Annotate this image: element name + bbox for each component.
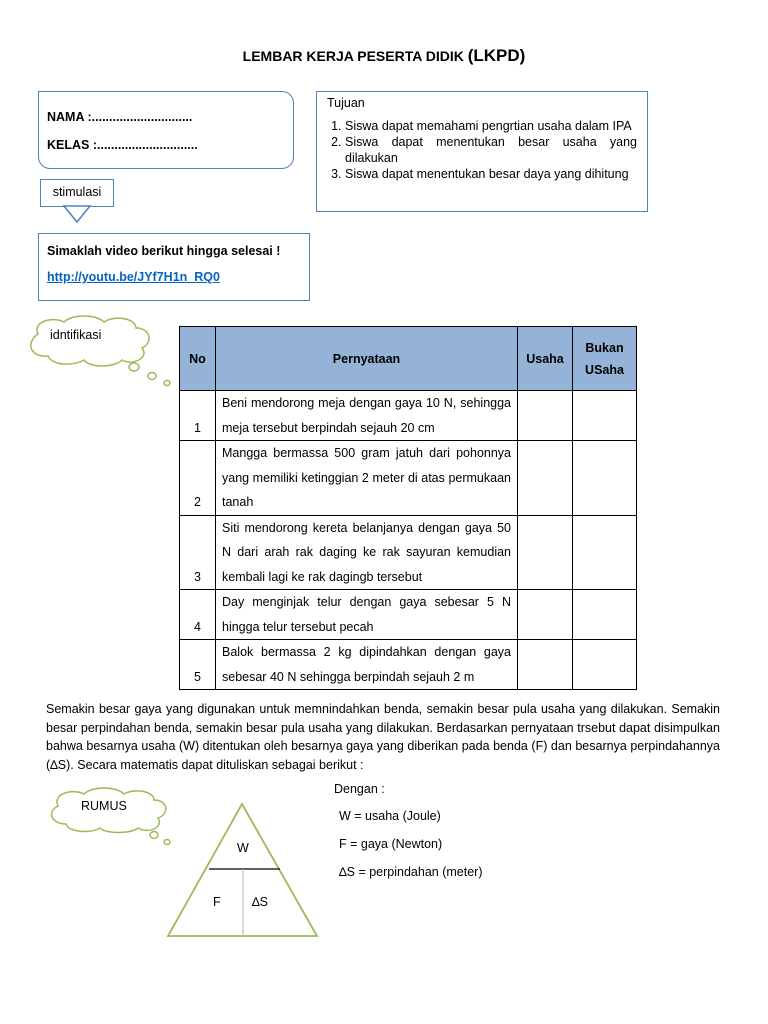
down-arrow-icon bbox=[60, 205, 94, 225]
tujuan-item: 1. Siswa dapat memahami pengrtian usaha dalam IPA bbox=[345, 118, 637, 134]
row-number: 5 bbox=[180, 640, 216, 690]
tujuan-box bbox=[316, 91, 648, 212]
table-row bbox=[180, 515, 637, 590]
triangle-top-label: W bbox=[237, 841, 249, 855]
row-number: 2 bbox=[180, 441, 216, 516]
definition-item: W = usaha (Joule) bbox=[339, 809, 441, 823]
usaha-cell[interactable] bbox=[518, 640, 573, 690]
row-statement: Siti mendorong kereta belanjanya dengan gaya 50 N dari arah rak daging ke rak sayuran kemudian kembali lagi ke rak dagingb tersebut bbox=[216, 515, 518, 590]
rumus-label: RUMUS bbox=[81, 799, 127, 813]
table-row bbox=[180, 441, 637, 516]
triangle-right-label: ∆S bbox=[252, 895, 268, 909]
title-main: (LKPD) bbox=[467, 46, 526, 65]
tujuan-item: 2. Siswa dapat menentukan besar usaha yang dilakukan bbox=[345, 134, 637, 166]
usaha-cell[interactable] bbox=[518, 590, 573, 640]
row-statement: Mangga bermassa 500 gram jatuh dari pohonnya yang memiliki ketinggian 2 meter di atas permukaan tanah bbox=[216, 441, 518, 516]
header-bukan-usaha: Bukan USaha bbox=[573, 327, 637, 391]
table-header-row bbox=[180, 327, 637, 391]
statement-table bbox=[179, 326, 637, 690]
table-row bbox=[180, 590, 637, 640]
video-link[interactable]: http://youtu.be/JYf7H1n_RQ0 bbox=[47, 270, 220, 284]
page-title bbox=[0, 46, 768, 66]
tujuan-item: 3. Siswa dapat menentukan besar daya yang dihitung bbox=[345, 166, 637, 182]
header-pernyataan: Pernyataan bbox=[216, 327, 518, 391]
stimulasi-label: stimulasi bbox=[40, 179, 114, 207]
tujuan-heading: Tujuan bbox=[327, 96, 365, 110]
tujuan-list bbox=[327, 118, 637, 182]
conclusion-paragraph: Semakin besar gaya yang digunakan untuk memnindahkan benda, semakin besar pula usaha yang dilakukan. Semakin besar perpindahan benda, semakin besar pula usaha yang dilakukan. Berdasarkan pernyataan trsebut dapat disimpulkan bahwa besarnya usaha (W) ditentukan oleh besarnya gaya yang diberikan pada benda (F) dan besarnya perpindahannya (∆S). Secara matematis dapat dituliskan sebagai berikut : bbox=[46, 702, 720, 772]
row-statement: Beni mendorong meja dengan gaya 10 N, sehingga meja tersebut berpindah sejauh 20 cm bbox=[216, 391, 518, 441]
row-statement: Balok bermassa 2 kg dipindahkan dengan gaya sebesar 40 N sehingga berpindah sejauh 2 m bbox=[216, 640, 518, 690]
row-number: 4 bbox=[180, 590, 216, 640]
dengan-heading: Dengan : bbox=[334, 782, 385, 796]
definition-item: F = gaya (Newton) bbox=[339, 837, 443, 851]
formula-triangle bbox=[166, 802, 320, 938]
bukan-usaha-cell[interactable] bbox=[573, 441, 637, 516]
usaha-cell[interactable] bbox=[518, 515, 573, 590]
bukan-usaha-cell[interactable] bbox=[573, 640, 637, 690]
thought-cloud-icon bbox=[44, 786, 184, 850]
table-row bbox=[180, 391, 637, 441]
kelas-field[interactable]: KELAS :............................. bbox=[47, 138, 198, 152]
bukan-usaha-cell[interactable] bbox=[573, 391, 637, 441]
table-row bbox=[180, 640, 637, 690]
bukan-usaha-cell[interactable] bbox=[573, 515, 637, 590]
thought-cloud-icon bbox=[18, 312, 178, 390]
row-statement: Day menginjak telur dengan gaya sebesar 5 N hingga telur tersebut pecah bbox=[216, 590, 518, 640]
triangle-left-label: F bbox=[213, 895, 221, 909]
identifikasi-label: idntifikasi bbox=[50, 328, 102, 342]
row-number: 3 bbox=[180, 515, 216, 590]
identity-box bbox=[38, 91, 294, 169]
row-number: 1 bbox=[180, 391, 216, 441]
definition-item: ∆S = perpindahan (meter) bbox=[339, 865, 483, 879]
header-usaha: Usaha bbox=[518, 327, 573, 391]
header-no: No bbox=[180, 327, 216, 391]
video-instruction: Simaklah video berikut hingga selesai ! bbox=[47, 244, 281, 258]
title-prefix: LEMBAR KERJA PESERTA DIDIK bbox=[242, 48, 468, 64]
bukan-usaha-cell[interactable] bbox=[573, 590, 637, 640]
usaha-cell[interactable] bbox=[518, 391, 573, 441]
video-box bbox=[38, 233, 310, 301]
nama-field[interactable]: NAMA :............................. bbox=[47, 110, 193, 124]
usaha-cell[interactable] bbox=[518, 441, 573, 516]
